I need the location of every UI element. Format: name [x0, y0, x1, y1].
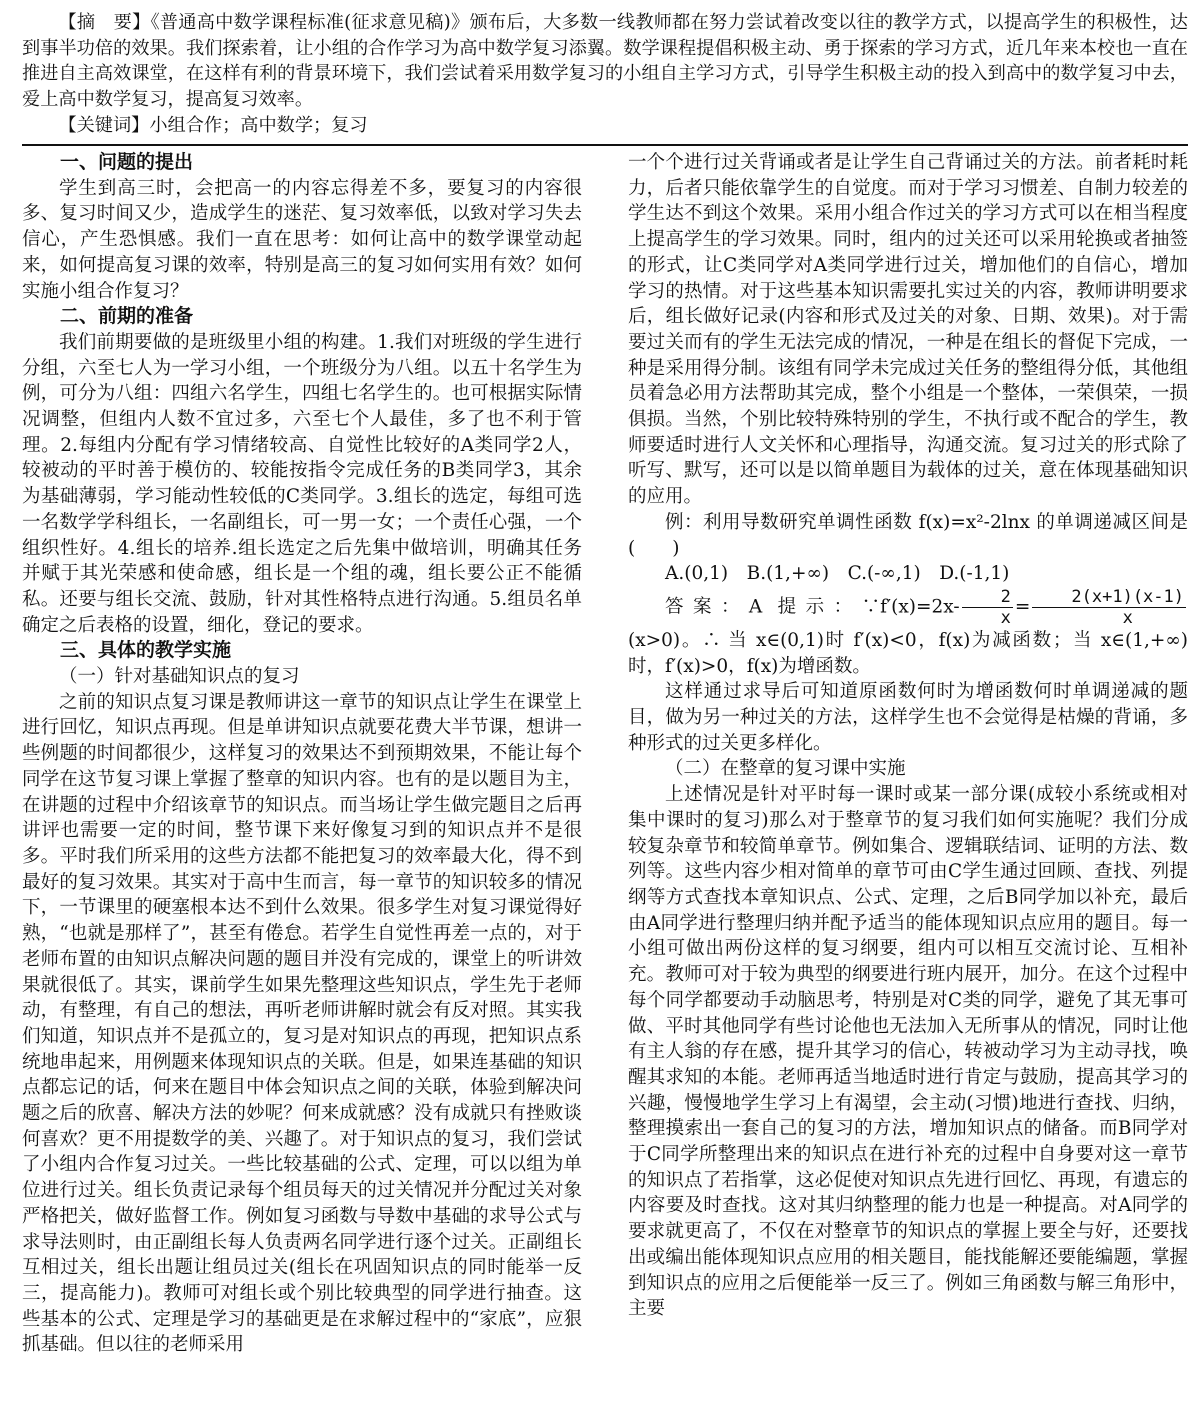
fraction-1 — [962, 587, 1013, 628]
fraction-2 — [1032, 587, 1186, 628]
section-divider — [22, 144, 1188, 146]
fraction-1-denominator: x — [1000, 607, 1011, 628]
abstract-block — [22, 10, 1188, 139]
subheading-chapter-review: （二）在整章的复习课中实施 — [665, 758, 906, 780]
keywords-text: 小组合作；高中数学；复习 — [149, 115, 368, 136]
paragraph-problem: 学生到高三时，会把高一的内容忘得差不多，要复习的内容很多、复习时间又少，造成学生的迷茫、复习效率低，以致对学习失去信心，产生恐惧感。我们一直在思考：如何让高中的数学课堂动起来，如何提高复习课的效率，特别是高三的复习如何实用有效？如何实施小组合作复习？ — [22, 177, 582, 302]
fraction-2-numerator: 2(x+1)(x-1) — [1032, 587, 1186, 608]
heading-problem: 一、问题的提出 — [60, 151, 194, 173]
heading-implementation: 三、具体的教学实施 — [60, 639, 232, 662]
keywords-label: 【关键词】 — [58, 115, 150, 136]
paragraph-basic-review: 之前的知识点复习课是教师讲这一章节的知识点让学生在课堂上进行回忆，知识点再现。但是单讲知识点就要花费大半节课，想讲一些例题的时间都很少，这样复习的效果达不到预期效果，不能让每个同学在这节复习课上掌握了整章的知识内容。也有的是以题目为主，在讲题的过程中介绍该章节的知识点。而当场让学生做完题目之后再讲评也需要一定的时间，整节课下来好像复习到的知识点并不是很多。平时我们所采用的这些方法都不能把复习的效率最大化，得不到最好的复习效果。其实对于高中生而言，每一章节的知识较多的情况下，一节课里的硬塞根本达不到什么效果。很多学生对复习课觉得好熟，“也就是那样了”，甚至有倦怠。若学生自觉性再差一点的，对于老师布置的由知识点解决问题的题目并没有完成的，课堂上的听讲效果就很低了。其实，课前学生如果先整理这些知识点，学生先于老师动，有整理，有自己的想法，再听老师讲解时就会有反对照。其实我们知道，知识点并不是孤立的，复习是对知识点的再现，把知识点系统地串起来，用例题来体现知识点的关联。但是，如果连基础的知识点都忘记的话，何来在题目中体会知识点之间的关联，体验到解决问题之后的欣喜、解决方法的妙呢？何来成就感？没有成就只有挫败谈何喜欢？更不用提数学的美、兴趣了。对于知识点的复习，我们尝试了小组内合作复习过关。一些比较基础的公式、定理，可以以组为单位进行过关。组长负责记录每个组员每天的过关情况并分配过关对象严格把关，做好监督工作。例如复习函数与导数中基础的求导公式与求导法则时，由正副组长每人负责两名同学进行逐个过关。正副组长互相过关，组长出题让组员过关(组长在巩固知识点的同时能举一反三，提高能力)。教师可对组长或个别比较典型的同学进行抽查。这些基本的公式、定理是学习的基础更是在求解过程中的“家底”，应狠抓基础。但以往的老师采用 — [22, 691, 582, 1356]
fraction-2-denominator: x — [1122, 607, 1133, 628]
fraction-1-numerator: 2 — [962, 587, 1013, 608]
paragraph-chapter-review: 上述情况是针对平时每一课时或某一部分课(成较小系统或相对集中课时的复习)那么对于整章节的复习我们如何实施呢？我们分成较复杂章节和较简单章节。例如集合、逻辑联结词、证明的方法、数列等。这些内容少相对简单的章节可由C学生通过回顾、查找、列提纲等方式查找本章知识点、公式、定理，之后B同学加以补充，最后由A同学进行整理归纳并配予适当的能体现知识点应用的题目。每一小组可做出两份这样的复习纲要，组内可以相互交流讨论、互相补充。教师可对于较为典型的纲要进行班内展开，加分。在这个过程中每个同学都要动手动脑思考，特别是对C类的同学，避免了其无事可做、平时其他同学有些讨论他也无法加入无所事从的情况，同时让他有主人翁的存在感，提升其学习的信心，转被动学习为主动寻找，唤醒其求知的本能。老师再适当地适时进行肯定与鼓励，提高其学习的兴趣，慢慢地学生学习上有渴望，会主动(习惯)地进行查找、归纳，整理摸索出一套自己的复习的方法，增加知识点的储备。而B同学对于C同学所整理出来的知识点在进行补充的过程中自身要对这一章节的知识点了若指掌，这必促使对知识点先进行回忆、再现，有遗忘的内容要及时查找。这对其归纳整理的能力也是一种提高。对A同学的要求就更高了，不仅在对整章节的知识点的掌握上要全与好，还要找出或编出能体现知识点应用的相关题目，能找能解还要能编题，掌握到知识点的应用之后便能举一反三了。例如三角函数与解三角形中，主要 — [628, 784, 1188, 1320]
left-column — [22, 150, 582, 1422]
answer-equals: = — [1014, 596, 1031, 618]
abstract-paragraph — [22, 10, 1188, 112]
abstract-text: 《普通高中数学课程标准(征求意见稿)》颁布后，大多数一线教师都在努力尝试着改变以往的教学方式，以提高学生的积极性，达到事半功倍的效果。我们探索着，让小组的合作学习为高中数学复习添翼。数学课程提倡积极主动、勇于探索的学习方式，近几年来本校也一直在推进自主高效课堂，在这样有利的背景环境下，我们尝试着采用数学复习的小组自主学习方式，引导学生积极主动的投入到高中的数学复习中去，爱上高中数学复习，提高复习效率。 — [22, 12, 1188, 110]
example-question: 例：利用导数研究单调性函数 f(x)=x²-2lnx 的单调递减区间是( ) — [628, 511, 1188, 559]
answer-prefix: 答案：A 提示：∵f′(x)=2x- — [665, 596, 960, 618]
example-answer — [628, 587, 1188, 679]
paragraph-preparation: 我们前期要做的是班级里小组的构建。1.我们对班级的学生进行分组，六至七人为一学习小组，一个班级分为八组。以五十名学生为例，可分为八组：四组六名学生，四组七名学生的。也可根据实际情况调整，但组内人数不宜过多，六至七个人最佳，多了也不利于管理。2.每组内分配有学习情绪较高、自觉性比较好的A类同学2人，较被动的平时善于模仿的、较能按指令完成任务的B类同学3，其余为基础薄弱，学习能动性较低的C类同学。3.组长的选定，每组可选一名数学学科组长，一名副组长，可一男一女；一个责任心强，一个组织性好。4.组长的培养.组长选定之后先集中做培训，明确其任务并赋于其光荣感和使命感，组长是一个组的魂，组长要公正不能循私。还要与组长交流、鼓励，针对其性格特点进行沟通。5.组员名单确定之后表格的设置，细化，登记的要求。 — [22, 331, 582, 636]
keywords-paragraph — [22, 113, 1188, 139]
answer-suffix: (x>0)。∴ 当 x∈(0,1)时 f′(x)<0，f(x)为减函数；当 x∈(1,+∞)时，f′(x)>0，f(x)为增函数。 — [628, 629, 1188, 677]
abstract-label: 【摘 要】 — [58, 12, 151, 33]
example-options: A.(0,1) B.(1,+∞) C.(-∞,1) D.(-1,1) — [665, 563, 1010, 585]
paragraph-continued: 一个个进行过关背诵或者是让学生自己背诵过关的方法。前者耗时耗力，后者只能依靠学生的自觉度。而对于学习习惯差、自制力较差的学生达不到这个效果。采用小组合作过关的学习方式可以在相当程度上提高学生的学习效果。同时，组内的过关还可以采用轮换或者抽签的形式，让C类同学对A类同学进行过关，增加他们的自信心，增加学习的热情。对于这些基本知识需要扎实过关的内容，教师讲明要求后，组长做好记录(内容和形式及过关的对象、日期、效果)。对于需要过关而有的学生无法完成的情况，一种是在组长的督促下完成，一种是采用得分制。该组有同学未完成过关任务的整组得分低，其他组员着急必用方法帮助其完成，整个小组是一个整体，一荣俱荣，一损俱损。当然，个别比较特殊特别的学生，不执行或不配合的学生，教师要适时进行人文关怀和心理指导，沟通交流。复习过关的形式除了听写、默写，还可以是以简单题目为载体的过关，意在体现基础知识的应用。 — [628, 152, 1188, 508]
heading-preparation: 二、前期的准备 — [60, 305, 194, 328]
right-column — [628, 150, 1188, 1422]
subheading-basic-review: （一）针对基础知识点的复习 — [59, 666, 300, 688]
paragraph-after-example: 这样通过求导后可知道原函数何时为增函数何时单调递减的题目，做为另一种过关的方法，这样学生也不会觉得是枯燥的背诵，多种形式的过关更多样化。 — [628, 681, 1188, 754]
